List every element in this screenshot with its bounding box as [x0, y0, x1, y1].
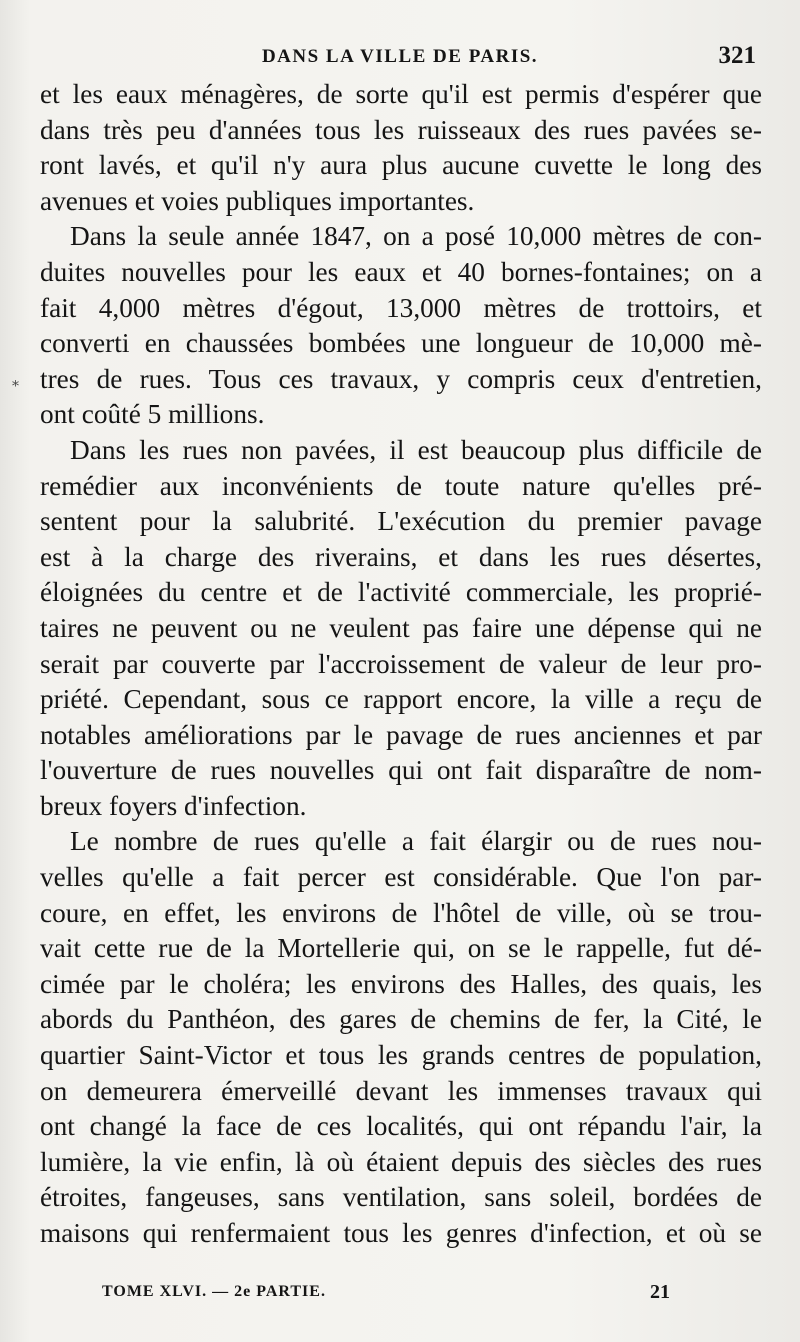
body-text [40, 77, 762, 1252]
text-line: et les eaux ménagères, de sorte qu'il est permis d'espérer que [40, 79, 762, 109]
page-header [40, 40, 760, 74]
margin-mark: ⁎ [12, 374, 19, 390]
text-line: velles qu'elle a fait percer est considérable. Que l'on par- [40, 862, 762, 893]
text-line: éloignées du centre et de l'activité commerciale, les proprié- [40, 577, 762, 608]
text-line: vait cette rue de la Mortellerie qui, on se le rappelle, fut dé- [40, 933, 762, 964]
text-line: maisons qui renfermaient tous les genres d'infection, et où se [40, 1218, 762, 1248]
page-number: 321 [718, 42, 756, 69]
text-line: quartier Saint-Victor et tous les grands centres de population, [40, 1040, 762, 1071]
text-line: converti en chaussées bombées une longueur de 10,000 mè- [40, 328, 762, 359]
signature-mark: TOME XLVI. — 2e PARTIE. [102, 1283, 326, 1300]
text-line: breux foyers d'infection. [40, 790, 307, 821]
text-line: sentent pour la salubrité. L'exécution du premier pavage [40, 506, 762, 537]
text-line: l'ouverture de rues nouvelles qui ont fait disparaître de nom- [40, 755, 762, 786]
text-line: duites nouvelles pour les eaux et 40 bornes-fontaines; on a [40, 256, 762, 287]
text-line: remédier aux inconvénients de toute nature qu'elles pré- [40, 470, 762, 501]
text-line: ront lavés, et qu'il n'y aura plus aucune cuvette le long des [40, 150, 762, 181]
text-line: ont coûté 5 millions. [40, 399, 265, 430]
text-line: serait par couverte par l'accroissement de valeur de leur pro- [40, 648, 762, 679]
text-line: ont changé la face de ces localités, qui ont répandu l'air, la [40, 1111, 762, 1142]
text-line: abords du Panthéon, des gares de chemins de fer, la Cité, le [40, 1004, 762, 1035]
page-footer [40, 1281, 760, 1309]
text-line: est à la charge des riverains, et dans les rues désertes, [40, 541, 762, 572]
text-line: avenues et voies publiques importantes. [40, 185, 475, 216]
text-line: Dans les rues non pavées, il est beaucoup plus difficile de [70, 434, 762, 465]
signature-number: 21 [650, 1281, 670, 1303]
text-line: tres de rues. Tous ces travaux, y compris ceux d'entretien, [40, 363, 762, 394]
text-line: cimée par le choléra; les environs des Halles, des quais, les [40, 968, 762, 999]
text-line: étroites, fangeuses, sans ventilation, sans soleil, bordées de [40, 1182, 762, 1213]
text-line: priété. Cependant, sous ce rapport encore, la ville a reçu de [40, 684, 762, 715]
text-line: Dans la seule année 1847, on a posé 10,000 mètres de con- [70, 221, 762, 252]
text-line: lumière, la vie enfin, là où étaient depuis des siècles des rues [40, 1146, 762, 1177]
text-line: on demeurera émerveillé devant les immenses travaux qui [40, 1075, 762, 1106]
text-line: Le nombre de rues qu'elle a fait élargir ou de rues nou- [70, 826, 762, 857]
text-line: notables améliorations par le pavage de rues anciennes et par [40, 719, 762, 750]
text-line: fait 4,000 mètres d'égout, 13,000 mètres de trottoirs, et [40, 292, 762, 323]
text-line: dans très peu d'années tous les ruisseaux des rues pavées se- [40, 114, 762, 145]
running-head: DANS LA VILLE DE PARIS. [261, 46, 539, 67]
text-line: taires ne peuvent ou ne veulent pas faire une dépense qui ne [40, 612, 762, 643]
text-line: coure, en effet, les environs de l'hôtel de ville, où se trou- [40, 897, 762, 928]
